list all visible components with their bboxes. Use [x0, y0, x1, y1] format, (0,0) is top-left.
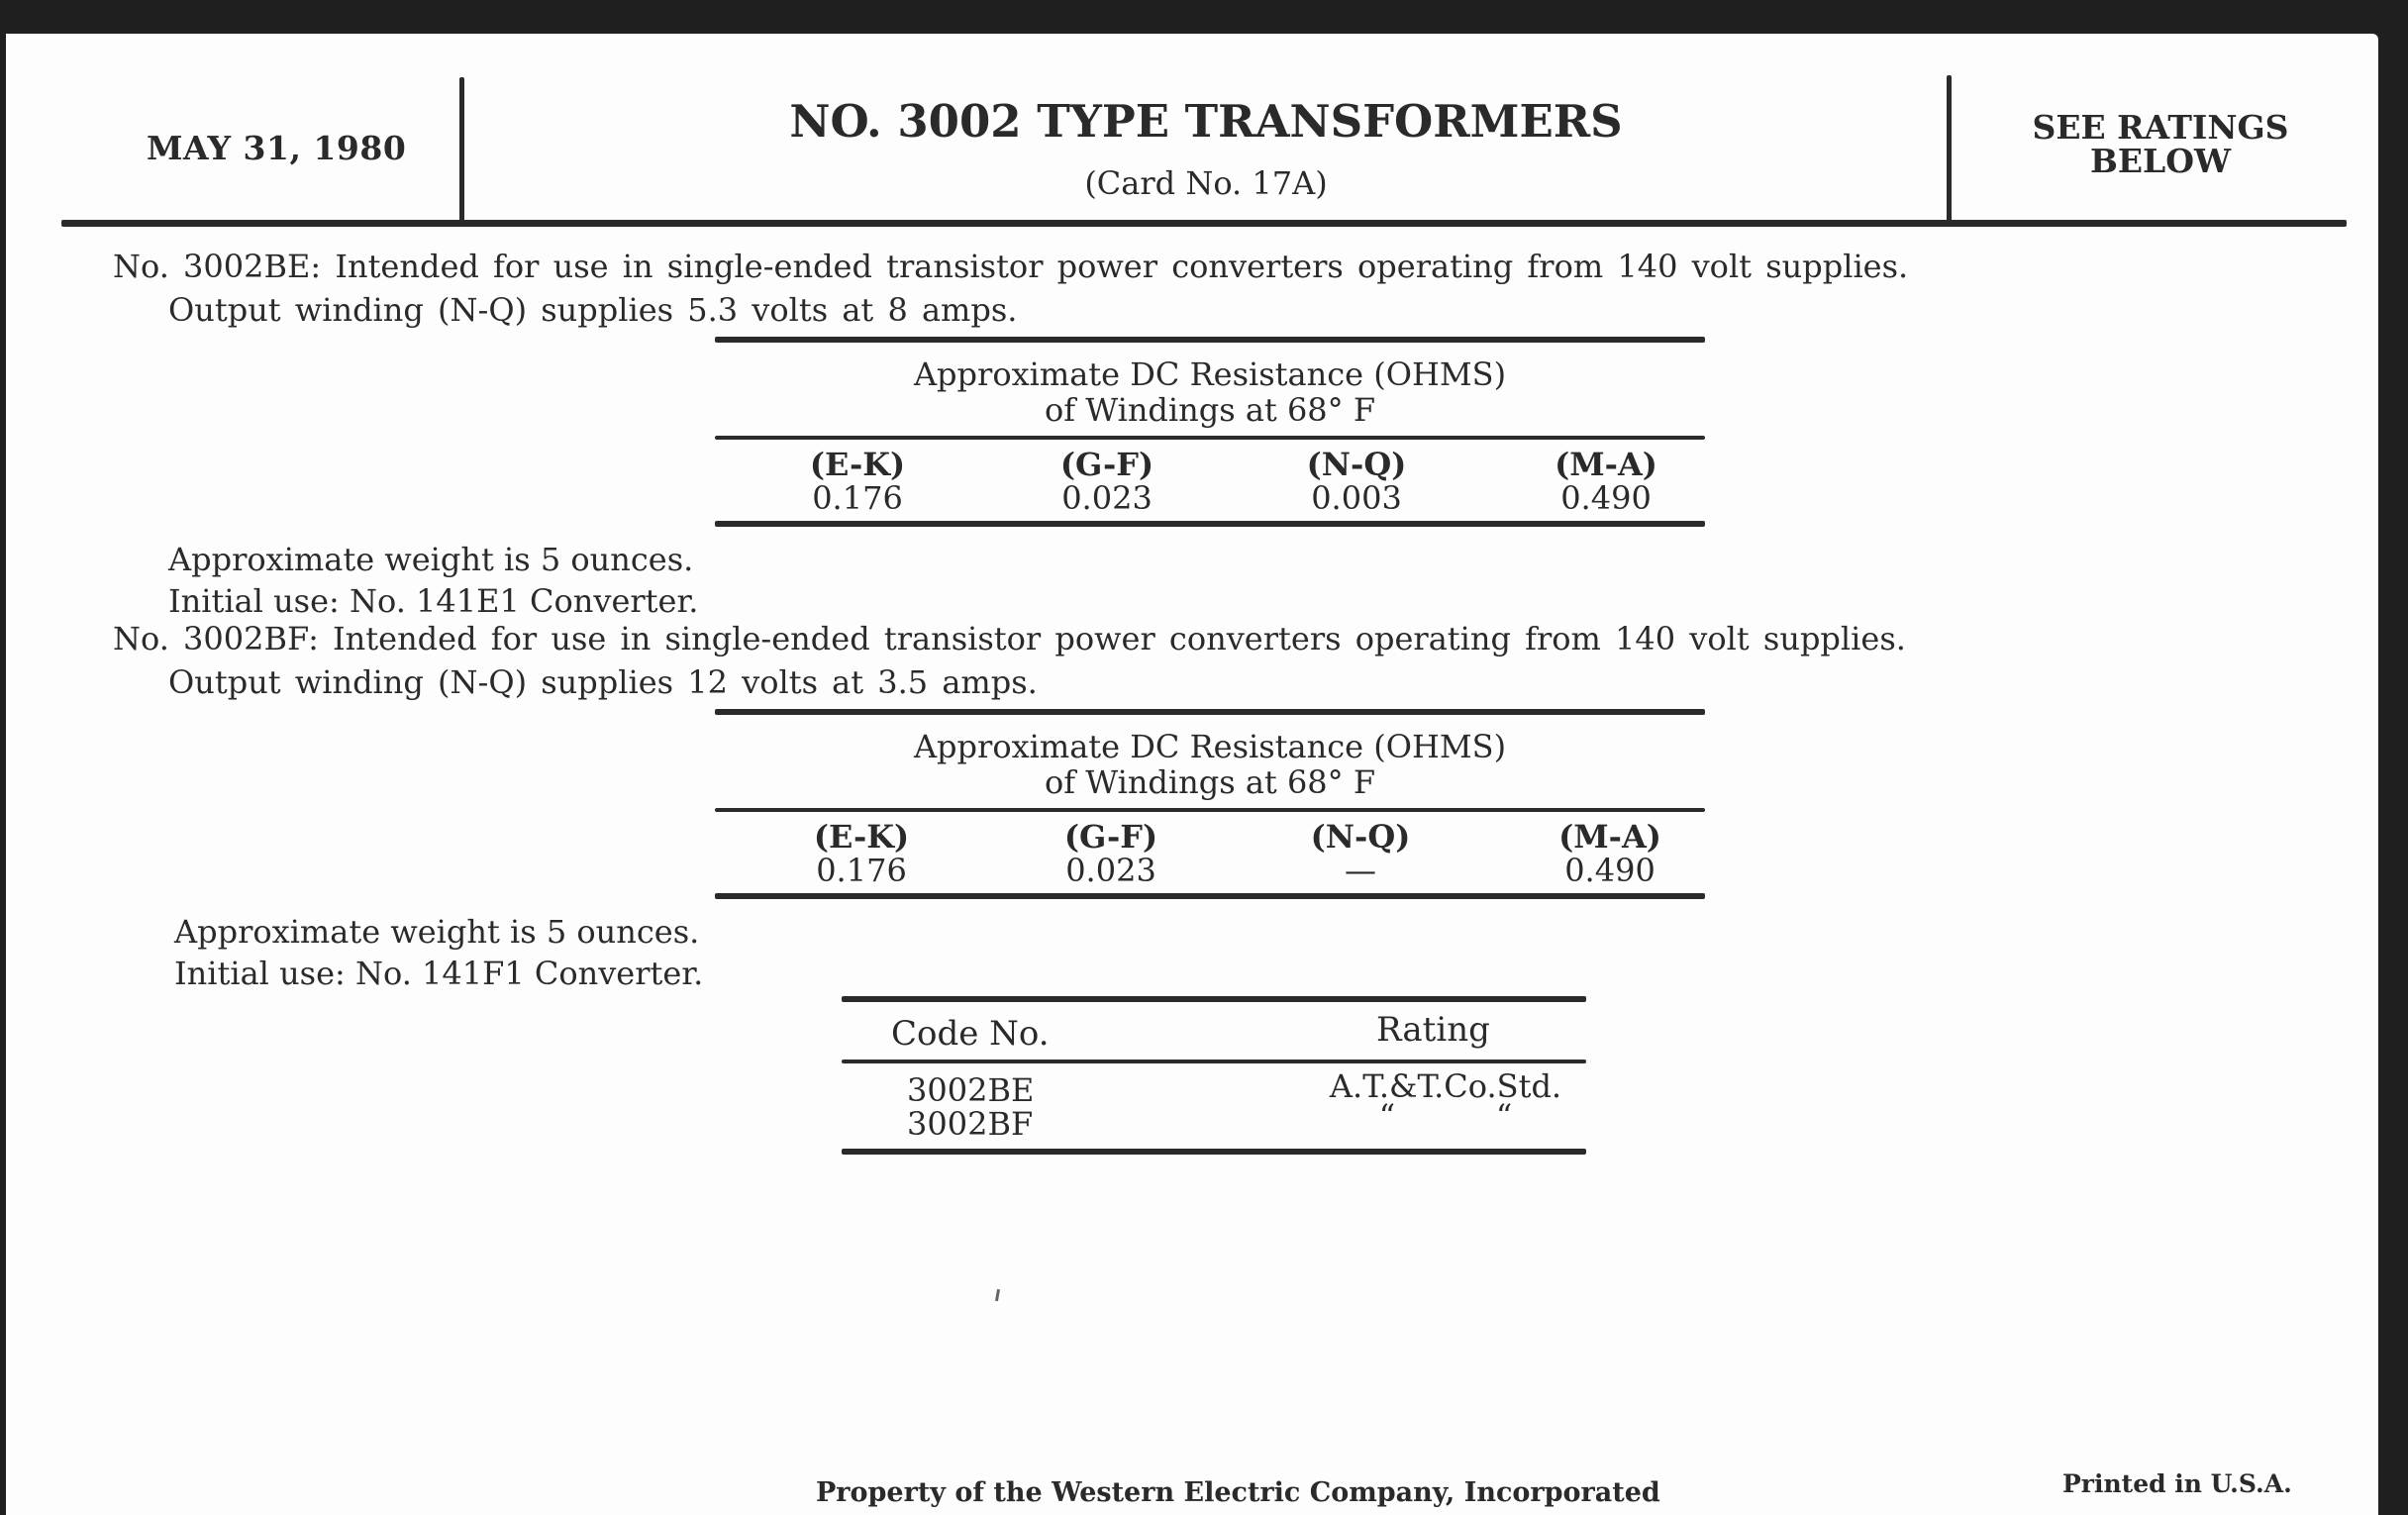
code-cell: 3002BE	[907, 1071, 1035, 1109]
table-rule-bottom	[842, 1149, 1586, 1155]
resistance-column	[758, 448, 956, 515]
card-date: MAY 31, 1980	[147, 129, 407, 167]
table-rule-bottom	[715, 521, 1705, 527]
caption-line2: of Windings at 68° F	[1044, 763, 1376, 801]
winding-label: (M-A)	[1558, 818, 1661, 856]
winding-label: (M-A)	[1555, 446, 1657, 483]
winding-label: (N-Q)	[1306, 446, 1407, 483]
winding-label: (E-K)	[809, 446, 906, 483]
header-rule	[61, 220, 2347, 227]
resistance-column	[1511, 820, 1709, 887]
resistance-table-3002be	[715, 337, 1705, 535]
section-3002bf-weight: Approximate weight is 5 ounces.	[174, 913, 700, 951]
ratings-note	[1953, 108, 2368, 180]
resistance-column	[762, 820, 960, 887]
winding-label: (G-F)	[1063, 818, 1158, 856]
footer-property-notice: Property of the Western Electric Company, Incorporated	[816, 1477, 1660, 1508]
resistance-column	[1008, 448, 1206, 515]
resistance-column	[1507, 448, 1705, 515]
section-3002be-initial-use: Initial use: No. 141E1 Converter.	[168, 582, 699, 620]
table-rule-top	[715, 709, 1705, 715]
footer-printed-in: Printed in U.S.A.	[2062, 1469, 2292, 1498]
column-header-rating: Rating	[1376, 1010, 1490, 1050]
resistance-value: 0.023	[1061, 479, 1153, 517]
resistance-value: 0.490	[1560, 479, 1652, 517]
caption-line2: of Windings at 68° F	[1044, 391, 1376, 429]
column-header-code: Code No.	[891, 1014, 1050, 1054]
table-caption	[715, 729, 1705, 800]
section-3002be-output: Output winding (N-Q) supplies 5.3 volts at 8 amps.	[168, 291, 1018, 329]
ratings-table	[842, 996, 1586, 1164]
winding-label: (G-F)	[1059, 446, 1154, 483]
table-caption	[715, 356, 1705, 428]
rating-cell: A.T.&T.Co.Std.	[1329, 1067, 1562, 1105]
section-3002be-weight: Approximate weight is 5 ounces.	[168, 541, 694, 578]
section-3002bf-intro: No. 3002BF: Intended for use in single-ended transistor power converters operating from 140 volt supplies.	[113, 620, 1906, 657]
table-rule-middle	[715, 436, 1705, 440]
resistance-value: 0.176	[816, 852, 907, 889]
resistance-value: 0.003	[1311, 479, 1402, 517]
resistance-value: —	[1345, 852, 1376, 889]
section-3002bf-initial-use: Initial use: No. 141F1 Converter.	[174, 955, 704, 992]
section-3002be-intro: No. 3002BE: Intended for use in single-ended transistor power converters operating from 140 volt supplies.	[113, 248, 1909, 285]
resistance-value: 0.176	[812, 479, 903, 517]
card-number: (Card No. 17A)	[1084, 164, 1328, 202]
resistance-column	[1257, 448, 1455, 515]
caption-line1: Approximate DC Resistance (OHMS)	[913, 355, 1507, 393]
ratings-note-line2: BELOW	[2089, 142, 2232, 180]
page-title: NO. 3002 TYPE TRANSFORMERS	[789, 95, 1623, 148]
resistance-value: 0.490	[1564, 852, 1656, 889]
resistance-table-3002bf	[715, 709, 1705, 907]
table-rule-bottom	[715, 893, 1705, 899]
table-rule-top	[842, 996, 1586, 1002]
caption-line1: Approximate DC Resistance (OHMS)	[913, 728, 1507, 765]
section-3002bf-output: Output winding (N-Q) supplies 12 volts at 3.5 amps.	[168, 663, 1038, 701]
resistance-column	[1012, 820, 1210, 887]
header-divider-right	[1947, 75, 1952, 222]
table-rule-middle	[715, 808, 1705, 812]
winding-label: (N-Q)	[1310, 818, 1411, 856]
code-cell: 3002BF	[907, 1105, 1034, 1143]
rating-cell-ditto: “ “	[1378, 1097, 1513, 1135]
resistance-value: 0.023	[1065, 852, 1156, 889]
header-divider-left	[459, 77, 464, 224]
ratings-note-line1: SEE RATINGS	[2032, 108, 2289, 147]
table-rule-middle	[842, 1060, 1586, 1063]
winding-label: (E-K)	[813, 818, 910, 856]
table-rule-top	[715, 337, 1705, 343]
resistance-column	[1261, 820, 1459, 887]
